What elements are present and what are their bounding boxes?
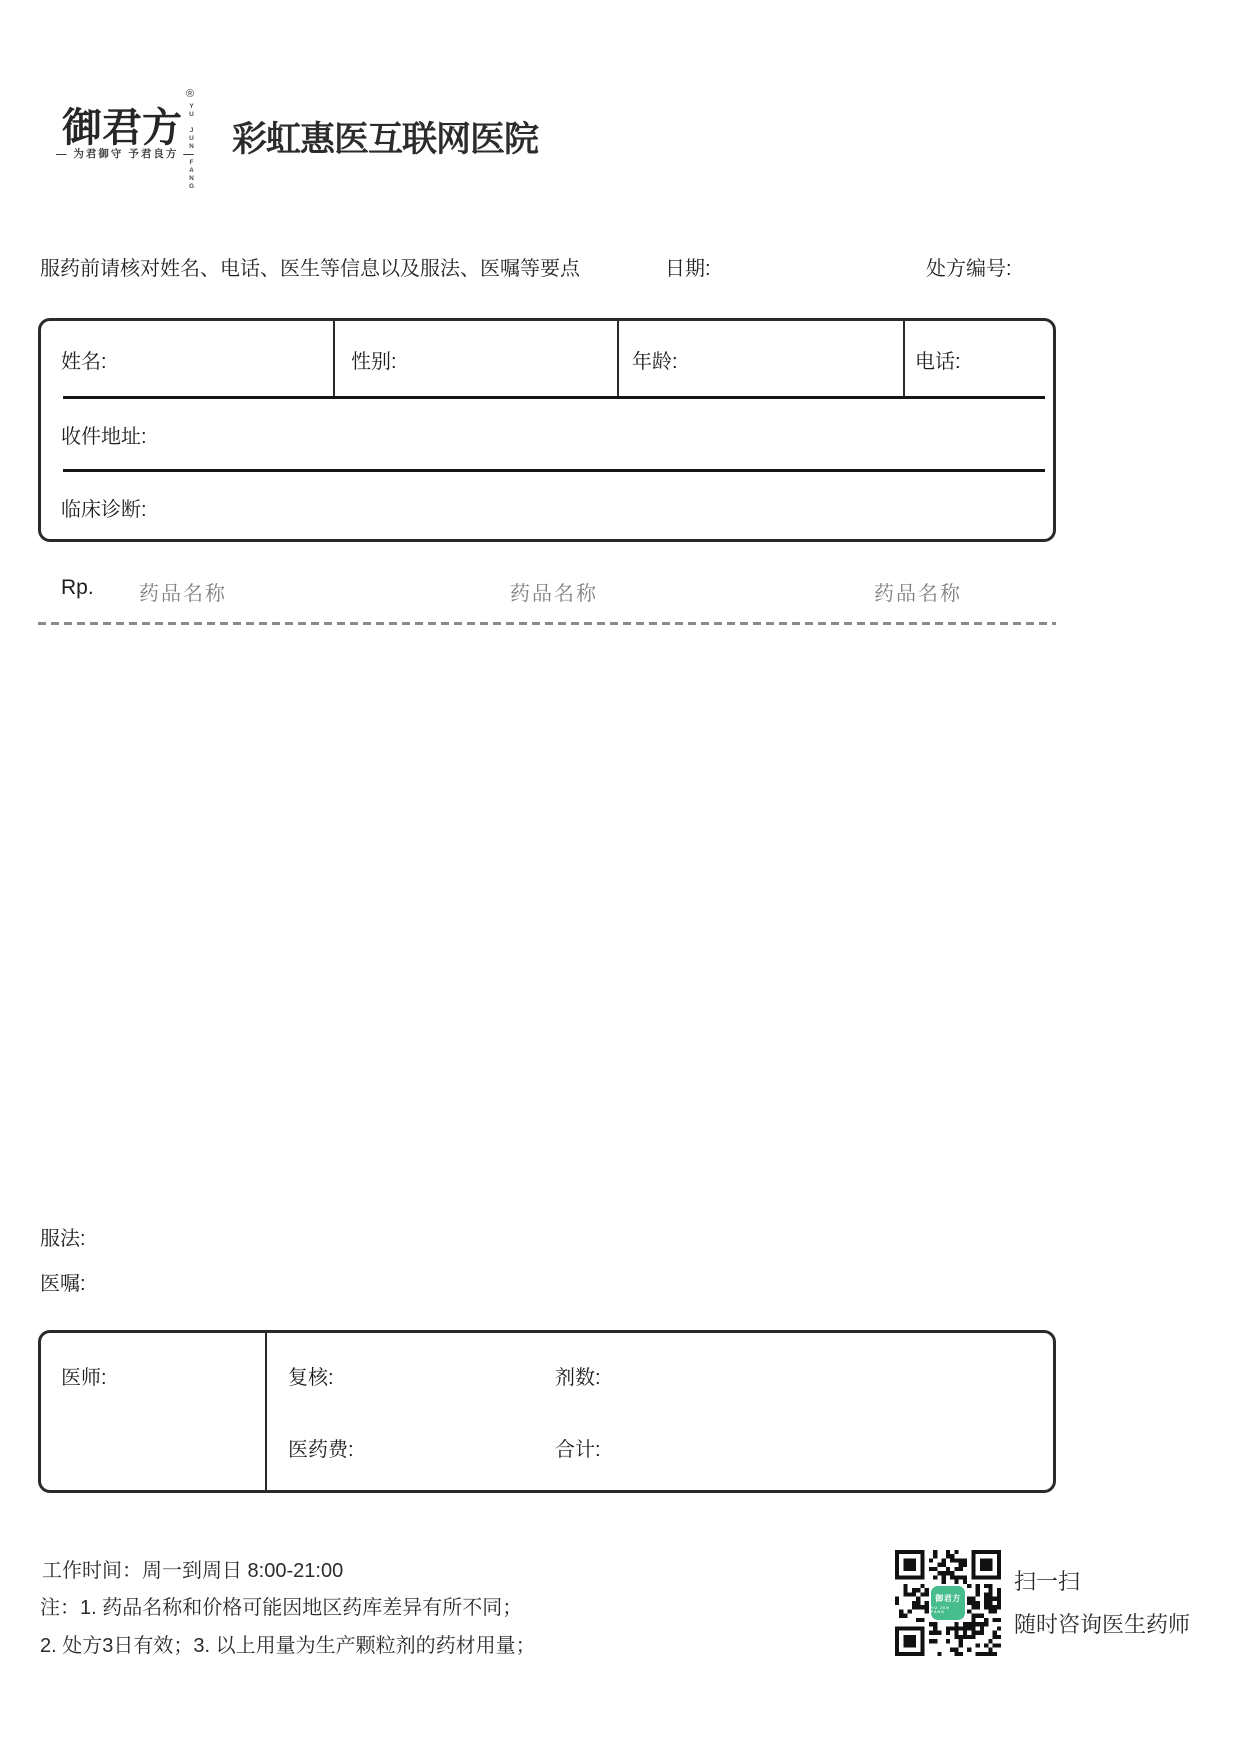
total-field: 合计:	[555, 1439, 601, 1461]
patient-box-divider-1	[63, 396, 1045, 399]
verify-notice-text: 服药前请核对姓名、电话、医生等信息以及服法、医嘱等要点	[40, 258, 580, 280]
hospital-title: 彩虹惠医互联网医院	[232, 120, 539, 159]
patient-box-divider-2	[63, 469, 1045, 472]
doses-field: 剂数:	[555, 1367, 601, 1389]
prescription-number-label: 处方编号:	[926, 258, 1012, 280]
usage-method-label: 服法:	[40, 1228, 86, 1250]
working-hours-text: 工作时间：周一到周日 8:00-21:00	[42, 1560, 344, 1582]
patient-info-box	[38, 318, 1056, 542]
patient-row-basic	[41, 321, 1053, 398]
review-field: 复核:	[288, 1367, 334, 1389]
doctor-advice-label: 医嘱:	[40, 1273, 86, 1295]
registered-trademark-icon: ®	[186, 88, 195, 100]
age-field: 年龄:	[617, 321, 903, 398]
phone-field: 电话:	[903, 321, 1053, 398]
qr-code	[895, 1550, 1001, 1656]
name-field: 姓名:	[61, 351, 107, 373]
medicine-fee-field: 医药费:	[288, 1439, 354, 1461]
qr-center-logo-text: 御君方	[935, 1593, 961, 1603]
date-label: 日期:	[665, 258, 711, 280]
drug-name-column-header-3: 药品名称	[874, 583, 962, 605]
brand-logo-romanized: YU JUN FANG	[188, 103, 195, 191]
drug-name-column-header-2: 药品名称	[510, 583, 598, 605]
summary-box	[38, 1330, 1056, 1493]
dashed-divider	[38, 622, 1056, 625]
qr-center-logo	[931, 1586, 965, 1620]
footer-note-1: 注：1. 药品名称和价格可能因地区药库差异有所不同；	[40, 1597, 523, 1619]
drug-name-column-header-1: 药品名称	[139, 583, 227, 605]
summary-box-divider	[265, 1333, 267, 1490]
scan-title: 扫一扫	[1014, 1569, 1081, 1594]
scan-subtitle: 随时咨询医生药师	[1014, 1612, 1191, 1637]
brand-logo: 御君方	[62, 104, 182, 151]
rp-label: Rp.	[61, 576, 94, 599]
footer-note-2: 2. 处方3日有效；3. 以上用量为生产颗粒剂的药材用量；	[40, 1635, 536, 1657]
qr-center-logo-subtext: YU JUN FANG	[931, 1605, 950, 1614]
brand-tagline: — 为君御守 予君良方 —	[56, 148, 196, 160]
gender-field: 性别:	[333, 321, 617, 398]
address-field: 收件地址:	[61, 425, 147, 448]
doctor-field: 医师:	[61, 1367, 107, 1389]
diagnosis-field: 临床诊断:	[61, 498, 147, 521]
